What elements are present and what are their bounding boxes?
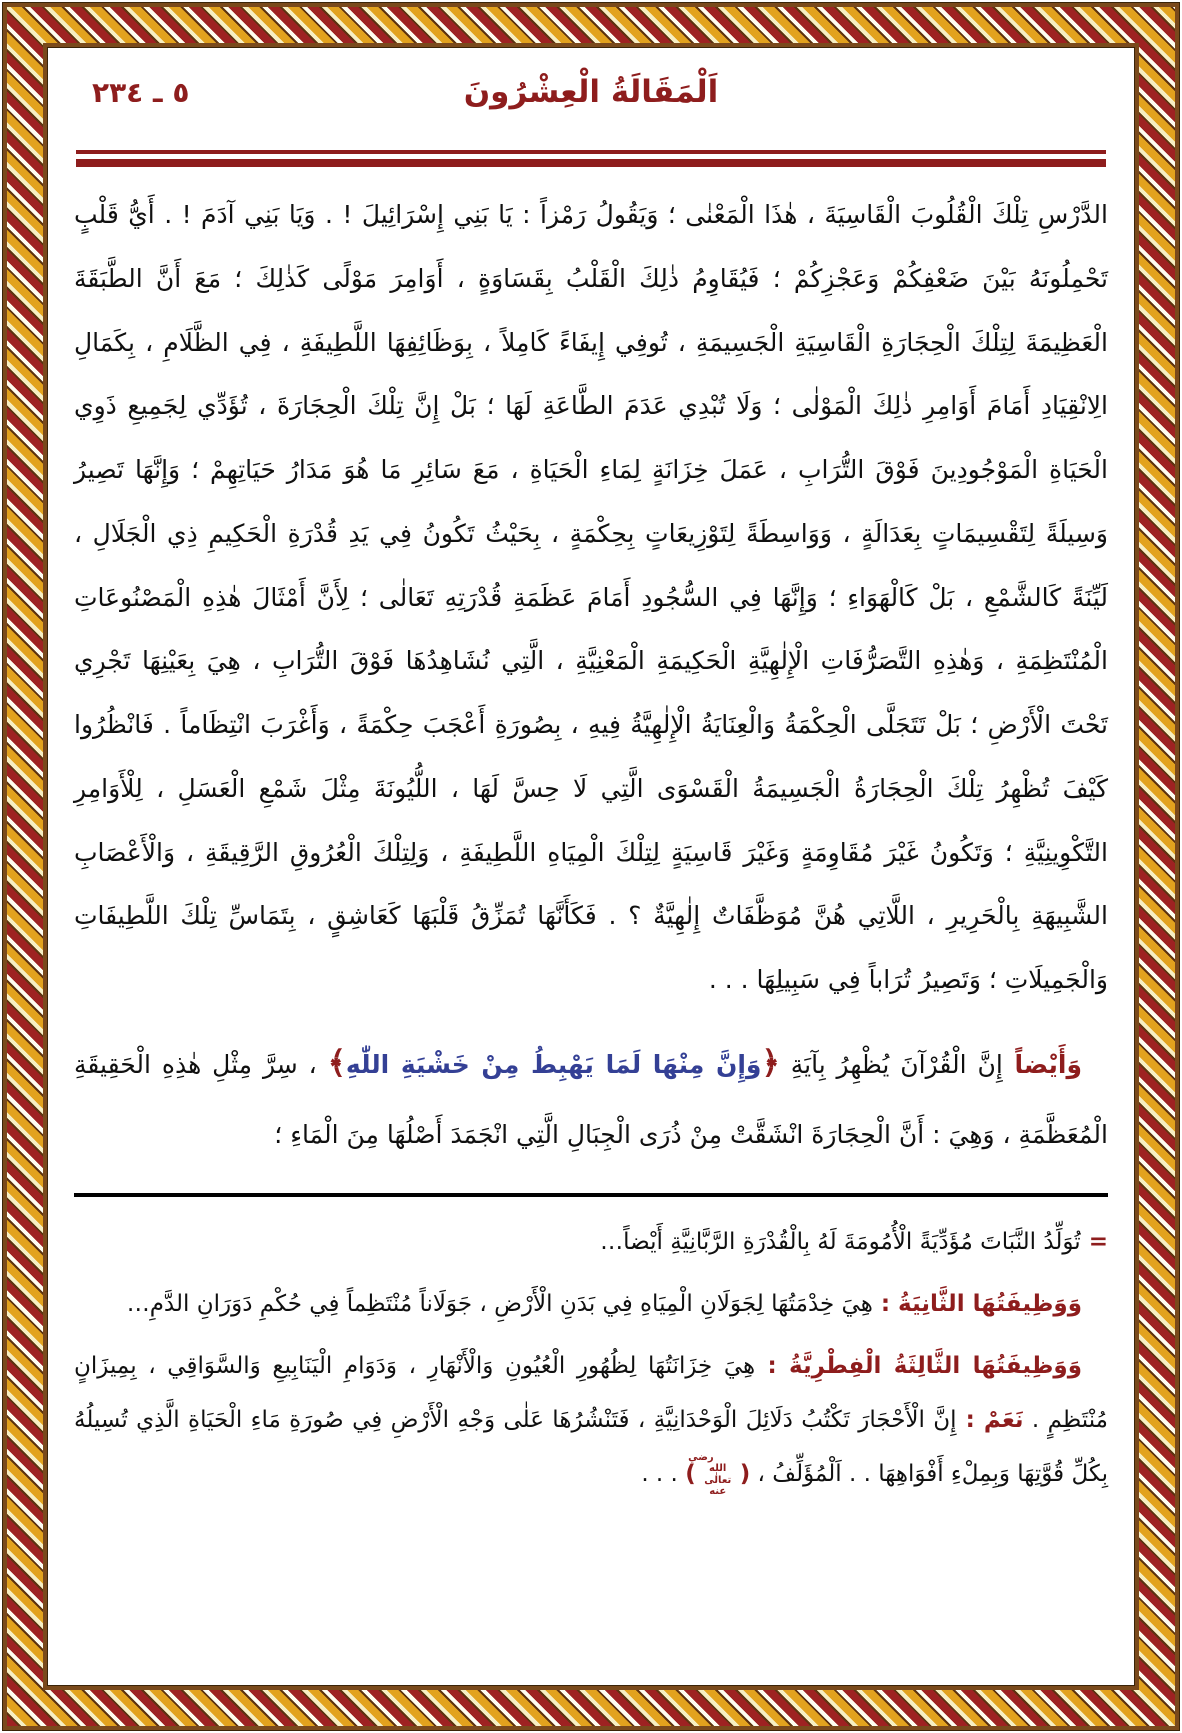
page-number: ٢٣٤ ـ ٥ (92, 76, 190, 109)
page-title: اَلْمَقَالَةُ الْعِشْرُونَ (463, 74, 719, 110)
rule-thin (76, 150, 1106, 154)
body-paragraph-1: الدَّرْسِ تِلْكَ الْقُلُوبَ الْقَاسِيَةَ ، هٰذَا الْمَعْنٰى ؛ وَيَقُولُ رَمْزاً : يَا بَنِي إِسْرَائِيلَ ! . وَيَا بَنِي آدَمَ ! . أَيُّ قَلْبٍ تَحْمِلُونَهُ بَيْنَ ضَعْفِكُمْ وَعَجْزِكُمْ ؛ فَيُقَاوِمُ ذٰلِكَ الْقَلْبُ بِقَسَاوَةٍ ، أَوَامِرَ مَوْلًى كَذٰلِكَ ؛ مَعَ أَنَّ الطَّبَقَةَ الْعَظِيمَةَ لِتِلْكَ الْحِجَارَةِ الْقَاسِيَةِ الْجَسِيمَةِ ، تُوفِي إِيفَاءً كَامِلاً ، بِوَظَائِفِهَا اللَّطِيفَةِ ، فِي الظَّلَامِ ، بِكَمَالِ الِانْقِيَادِ أَمَامَ أَوَامِرِ ذٰلِكَ الْمَوْلٰى ؛ وَلَا تُبْدِي عَدَمَ الطَّاعَةِ لَهَا ؛ بَلْ إِنَّ تِلْكَ الْحِجَارَةَ ، تُؤَدِّي لِجَمِيعِ ذَوِي الْحَيَاةِ الْمَوْجُودِينَ فَوْقَ التُّرَابِ ، عَمَلَ خِزَانَةٍ لِمَاءِ الْحَيَاةِ ، مَعَ سَائِرِ مَا هُوَ مَدَارُ حَيَاتِهِمْ ؛ وَإِنَّهَا تَصِيرُ وَسِيلَةً لِتَقْسِيمَاتٍ بِعَدَالَةٍ ، وَوَاسِطَةً لِتَوْزِيعَاتٍ بِحِكْمَةٍ ، بِحَيْثُ تَكُونُ فِي يَدِ قُدْرَةِ الْحَكِيمِ ذِي الْجَلَالِ ، لَيِّنَةً كَالشَّمْعِ ، بَلْ كَالْهَوَاءِ ؛ وَإِنَّهَا فِي السُّجُودِ أَمَامَ عَظَمَةِ قُدْرَتِهِ تَعَالٰى ؛ لِأَنَّ أَمْثَالَ هٰذِهِ الْمَصْنُوعَاتِ الْمُنْتَظِمَةِ ، وَهٰذِهِ التَّصَرُّفَاتِ الْإِلٰهِيَّةِ الْحَكِيمَةِ الْمَعْنِيَّةِ ، الَّتِي نُشَاهِدُهَا فَوْقَ التُّرَابِ ، هِيَ بِعَيْنِهَا تَجْرِي تَحْتَ الْأَرْضِ ؛ بَلْ تَتَجَلَّى الْحِكْمَةُ وَالْعِنَايَةُ الْإِلٰهِيَّةُ فِيهِ ، بِصُورَةِ أَعْجَبَ حِكْمَةً ، وَأَغْرَبَ انْتِظَاماً . فَانْظُرُوا كَيْفَ تُظْهِرُ تِلْكَ الْحِجَارَةُ الْجَسِيمَةُ الْقَسْوَى الَّتِي لَا حِسَّ لَهَا ، اللُّيُونَةَ مِثْلَ شَمْعِ الْعَسَلِ ، لِلْأَوَامِرِ التَّكْوِينِيَّةِ ؛ وَتَكُونُ غَيْرَ مُقَاوِمَةٍ وَغَيْرَ قَاسِيَةٍ لِتِلْكَ الْمِيَاهِ اللَّطِيفَةِ ، وَلِتِلْكَ الْعُرُوقِ الرَّقِيقَةِ ، وَالْأَعْصَابِ الشَّبِيهَةِ بِالْحَرِيرِ ، اللَّاتِي هُنَّ مُوَظَّفَاتٌ إِلٰهِيَّةٌ ؟ . فَكَأَنَّهَا تُمَزِّقُ قَلْبَهَا كَعَاشِقٍ ، بِتَمَاسِّ تِلْكَ اللَّطِيفَاتِ وَالْجَمِيلَاتِ ؛ وَتَصِيرُ تُرَاباً فِي سَبِيلِهَا . . . (74, 200, 1108, 994)
page-header (74, 74, 1108, 136)
body-paragraph-2-with-quran-verse: وَأَيْضاً إِنَّ الْقُرْآنَ يُظْهِرُ بِآيَةِ ﴿وَإِنَّ مِنْهَا لَمَا يَهْبِطُ مِنْ خَشْيَةِ اللّٰهِ﴾ ، سِرَّ مِثْلِ هٰذِهِ الْحَقِيقَةِ الْمُعَظَّمَةِ ، وَهِيَ : أَنَّ الْحِجَارَةَ انْشَقَّتْ مِنْ ذُرَى الْجِبَالِ الَّتِي انْجَمَدَ أَصْلُهَا مِنَ الْمَاءِ ؛ (74, 1044, 1108, 1150)
body-text (74, 183, 1108, 1167)
footnote-section (74, 1215, 1108, 1501)
footnote-second-function: وَوَظِيفَتُهَا الثَّانِيَةُ : هِيَ خِدْمَتُهَا لِجَوَلَانِ الْمِيَاهِ فِي بَدَنِ الْأَرْضِ ، جَوَلَاناً مُنْتَظِماً فِي حُكْمِ دَوَرَانِ الدَّمِ… (126, 1291, 1082, 1318)
footnote-continuation: = تُوَلِّدُ النَّبَاتَ مُؤَدِّيَةً الْأُمُومَةَ لَهُ بِالْقُدْرَةِ الرَّبَّانِيَّةِ أَيْضاً… (600, 1229, 1108, 1256)
footnote-separator (74, 1193, 1108, 1197)
footnote-third-function: وَوَظِيفَتُهَا الثَّالِثَةُ الْفِطْرِيَّةُ : هِيَ خِزَانَتُهَا لِظُهُورِ الْعُيُونِ وَالْأَنْهَارِ ، وَدَوَامِ الْيَنَابِيعِ وَالسَّوَاقِي ، بِمِيزَانٍ مُنْتَظِمٍ . نَعَمْ : إِنَّ الْأَحْجَارَ تَكْتُبُ دَلَائِلَ الْوَحْدَانِيَّةِ ، فَتَنْشُرُهَا عَلٰى وَجْهِ الْأَرْضِ فِي صُورَةِ مَاءِ الْحَيَاةِ الَّذِي تُسِيلُهُ بِكُلِّ قُوَّتِهَا وَبِمِلْءِ أَفْوَاهِهَا . . اَلْمُؤَلِّفُ ، (رضي الله تعالٰى عنه) . . . (74, 1353, 1108, 1498)
page-content (62, 56, 1120, 1677)
header-double-rule (76, 150, 1106, 167)
rule-thick (76, 159, 1106, 167)
